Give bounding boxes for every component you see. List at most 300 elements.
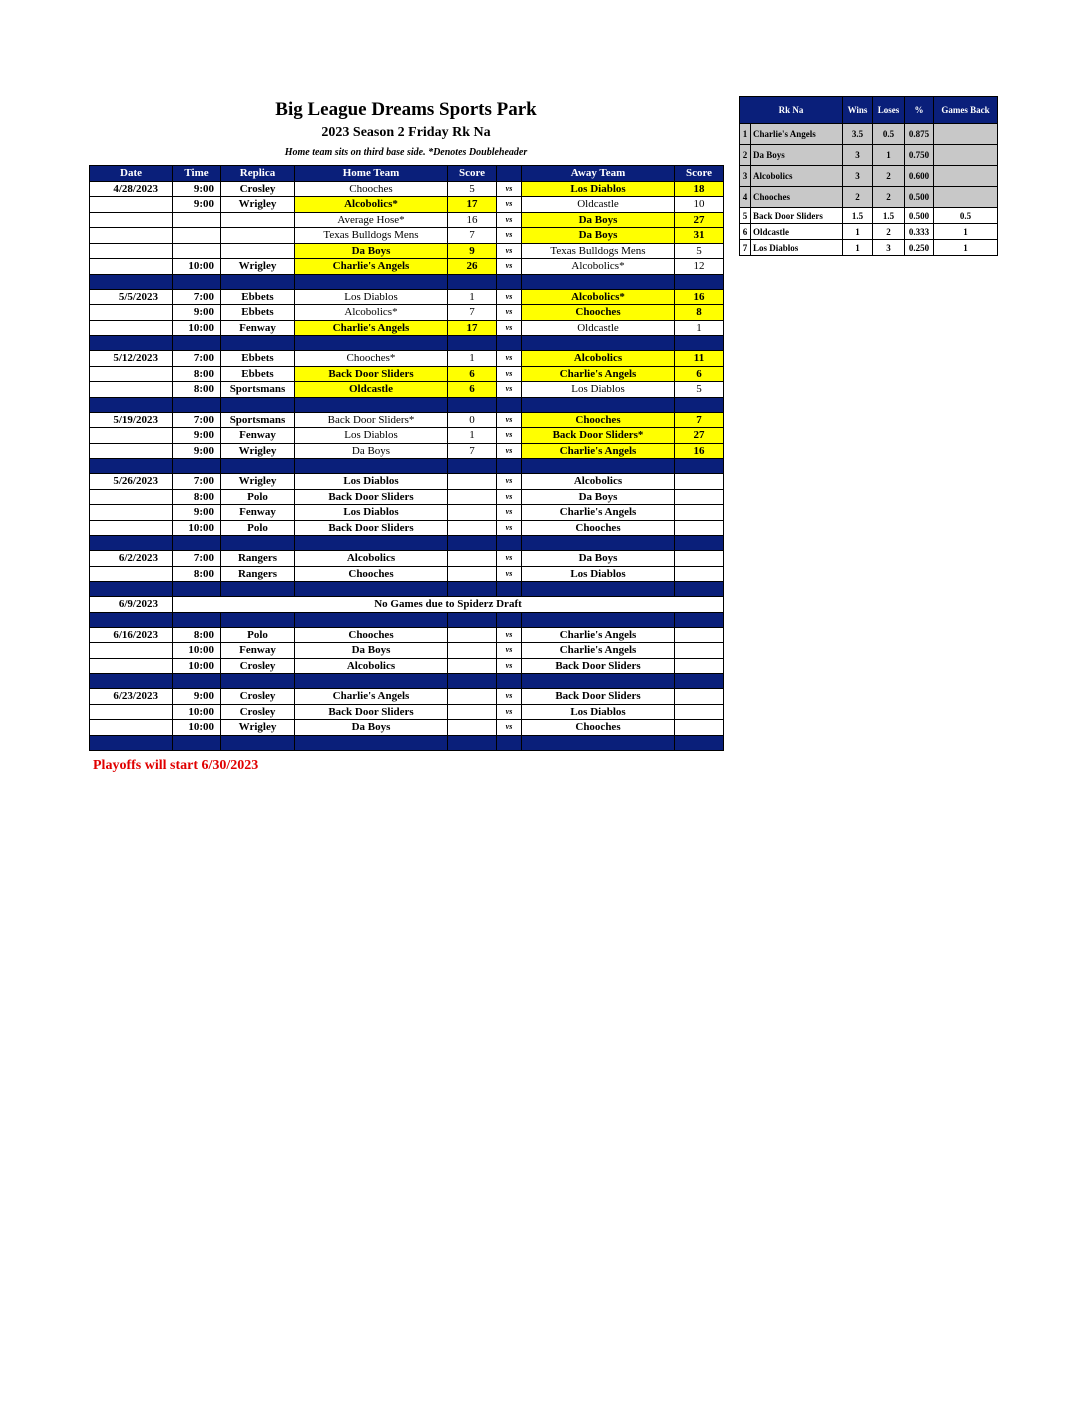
game-date (90, 489, 173, 505)
separator-cell (221, 674, 295, 689)
game-date (90, 259, 173, 275)
replica-field: Sportsmans (221, 382, 295, 398)
replica-field: Fenway (221, 320, 295, 336)
replica-field: Polo (221, 627, 295, 643)
replica-field: Polo (221, 489, 295, 505)
away-score: 27 (675, 428, 724, 444)
home-score: 1 (448, 428, 497, 444)
game-date (90, 382, 173, 398)
separator-cell (497, 674, 522, 689)
vs-label: vs (497, 489, 522, 505)
game-time: 8:00 (173, 566, 221, 582)
team-games-back (934, 145, 998, 166)
away-score: 8 (675, 305, 724, 321)
replica-field: Fenway (221, 428, 295, 444)
separator-cell (497, 397, 522, 412)
week-separator-row (90, 674, 724, 689)
vs-label: vs (497, 566, 522, 582)
away-team: Chooches (522, 305, 675, 321)
team-rank: 2 (740, 145, 751, 166)
game-time: 10:00 (173, 520, 221, 536)
replica-field: Wrigley (221, 197, 295, 213)
home-team: Chooches (295, 627, 448, 643)
away-team: Da Boys (522, 551, 675, 567)
game-time: 10:00 (173, 720, 221, 736)
replica-field: Rangers (221, 566, 295, 582)
season-subtitle: 2023 Season 2 Friday Rk Na (321, 125, 491, 140)
home-team: Average Hose* (295, 212, 448, 228)
team-loses: 1.5 (873, 208, 905, 224)
game-row (90, 658, 724, 674)
separator-cell (295, 582, 448, 597)
away-team: Back Door Sliders* (522, 428, 675, 444)
separator-cell (675, 735, 724, 750)
home-team: Charlie's Angels (295, 689, 448, 705)
replica-field: Crosley (221, 689, 295, 705)
team-games-back: 0.5 (934, 208, 998, 224)
away-score (675, 689, 724, 705)
separator-cell (497, 612, 522, 627)
away-team: Chooches (522, 720, 675, 736)
standings-row (740, 187, 998, 208)
schedule-table (89, 165, 724, 751)
standings-row (740, 124, 998, 145)
away-score: 5 (675, 382, 724, 398)
week-separator-row (90, 397, 724, 412)
game-row (90, 289, 724, 305)
separator-cell (497, 274, 522, 289)
separator-cell (173, 536, 221, 551)
game-row (90, 320, 724, 336)
vs-label: vs (497, 689, 522, 705)
vs-label: vs (497, 305, 522, 321)
vs-label: vs (497, 474, 522, 490)
separator-cell (221, 274, 295, 289)
game-date (90, 566, 173, 582)
vs-label: vs (497, 212, 522, 228)
separator-cell (221, 459, 295, 474)
team-name: Chooches (751, 187, 843, 208)
game-date (90, 443, 173, 459)
game-row (90, 412, 724, 428)
home-score: 17 (448, 320, 497, 336)
away-team: Da Boys (522, 228, 675, 244)
away-score (675, 627, 724, 643)
vs-label: vs (497, 259, 522, 275)
team-loses: 1 (873, 145, 905, 166)
game-date: 6/2/2023 (90, 551, 173, 567)
game-row (90, 243, 724, 259)
replica-field: Fenway (221, 505, 295, 521)
home-team: Alcobolics* (295, 305, 448, 321)
team-pct: 0.500 (905, 187, 934, 208)
vs-label: vs (497, 366, 522, 382)
replica-field: Wrigley (221, 443, 295, 459)
game-row (90, 704, 724, 720)
header-away-team: Away Team (522, 166, 675, 182)
separator-cell (221, 582, 295, 597)
away-score: 7 (675, 412, 724, 428)
home-score (448, 489, 497, 505)
game-date (90, 228, 173, 244)
replica-field: Crosley (221, 658, 295, 674)
home-team: Da Boys (295, 443, 448, 459)
no-games-row (90, 597, 724, 613)
away-team: Oldcastle (522, 320, 675, 336)
away-team: Back Door Sliders (522, 658, 675, 674)
separator-cell (448, 674, 497, 689)
home-team: Oldcastle (295, 382, 448, 398)
vs-label: vs (497, 289, 522, 305)
separator-cell (90, 674, 173, 689)
separator-cell (448, 612, 497, 627)
page-title: Big League Dreams Sports Park (275, 99, 537, 120)
game-row (90, 366, 724, 382)
separator-cell (90, 612, 173, 627)
game-date (90, 197, 173, 213)
team-name: Da Boys (751, 145, 843, 166)
game-time: 7:00 (173, 474, 221, 490)
replica-field (221, 243, 295, 259)
separator-cell (675, 674, 724, 689)
separator-cell (522, 536, 675, 551)
replica-field: Ebbets (221, 305, 295, 321)
team-wins: 3 (843, 145, 873, 166)
away-score: 16 (675, 289, 724, 305)
team-name: Charlie's Angels (751, 124, 843, 145)
team-loses: 2 (873, 166, 905, 187)
separator-cell (522, 674, 675, 689)
game-time: 9:00 (173, 443, 221, 459)
home-team: Back Door Sliders (295, 704, 448, 720)
away-team: Charlie's Angels (522, 643, 675, 659)
away-score: 6 (675, 366, 724, 382)
separator-cell (448, 336, 497, 351)
game-date: 5/12/2023 (90, 351, 173, 367)
vs-label: vs (497, 520, 522, 536)
away-team: Los Diablos (522, 566, 675, 582)
replica-field: Wrigley (221, 259, 295, 275)
game-time: 10:00 (173, 704, 221, 720)
separator-cell (295, 735, 448, 750)
away-score (675, 505, 724, 521)
separator-cell (497, 735, 522, 750)
week-separator-row (90, 536, 724, 551)
away-team: Alcobolics (522, 351, 675, 367)
separator-cell (522, 582, 675, 597)
header-home-score: Score (448, 166, 497, 182)
header-vs (497, 166, 522, 182)
team-games-back: 1 (934, 240, 998, 256)
game-time: 8:00 (173, 489, 221, 505)
away-team: Da Boys (522, 212, 675, 228)
away-score (675, 704, 724, 720)
game-row (90, 474, 724, 490)
away-score (675, 474, 724, 490)
separator-cell (295, 536, 448, 551)
separator-cell (295, 612, 448, 627)
separator-cell (522, 274, 675, 289)
game-date: 6/9/2023 (90, 597, 173, 613)
home-score (448, 566, 497, 582)
separator-cell (448, 536, 497, 551)
game-time: 9:00 (173, 305, 221, 321)
team-wins: 1 (843, 240, 873, 256)
separator-cell (675, 582, 724, 597)
team-rank: 4 (740, 187, 751, 208)
game-time: 7:00 (173, 412, 221, 428)
home-team: Alcobolics* (295, 197, 448, 213)
header-replica: Replica (221, 166, 295, 182)
vs-label: vs (497, 412, 522, 428)
game-date (90, 520, 173, 536)
team-pct: 0.750 (905, 145, 934, 166)
game-time: 7:00 (173, 289, 221, 305)
home-team: Los Diablos (295, 505, 448, 521)
home-score (448, 643, 497, 659)
replica-field: Sportsmans (221, 412, 295, 428)
game-date (90, 243, 173, 259)
game-row (90, 197, 724, 213)
away-score (675, 720, 724, 736)
standings-table (739, 96, 998, 256)
away-score: 27 (675, 212, 724, 228)
game-row (90, 689, 724, 705)
separator-cell (90, 735, 173, 750)
replica-field: Ebbets (221, 351, 295, 367)
team-wins: 2 (843, 187, 873, 208)
team-wins: 3.5 (843, 124, 873, 145)
home-score (448, 658, 497, 674)
header-wins: Wins (843, 97, 873, 124)
game-row (90, 551, 724, 567)
vs-label: vs (497, 228, 522, 244)
schedule-note: Home team sits on third base side. *Denotes Doubleheader (284, 147, 528, 158)
game-time: 9:00 (173, 428, 221, 444)
home-team: Charlie's Angels (295, 320, 448, 336)
week-separator-row (90, 274, 724, 289)
replica-field: Wrigley (221, 720, 295, 736)
away-team: Los Diablos (522, 181, 675, 197)
separator-cell (522, 397, 675, 412)
game-date (90, 704, 173, 720)
separator-cell (90, 459, 173, 474)
separator-cell (448, 735, 497, 750)
separator-cell (448, 459, 497, 474)
team-pct: 0.600 (905, 166, 934, 187)
header-home-team: Home Team (295, 166, 448, 182)
team-wins: 1 (843, 224, 873, 240)
game-time: 8:00 (173, 366, 221, 382)
vs-label: vs (497, 704, 522, 720)
separator-cell (90, 536, 173, 551)
away-score: 11 (675, 351, 724, 367)
away-team: Alcobolics* (522, 289, 675, 305)
home-score: 1 (448, 351, 497, 367)
replica-field: Fenway (221, 643, 295, 659)
separator-cell (522, 735, 675, 750)
away-score (675, 489, 724, 505)
week-separator-row (90, 459, 724, 474)
separator-cell (675, 459, 724, 474)
header-loses: Loses (873, 97, 905, 124)
vs-label: vs (497, 320, 522, 336)
game-date: 5/5/2023 (90, 289, 173, 305)
separator-cell (497, 536, 522, 551)
game-date (90, 643, 173, 659)
away-score: 16 (675, 443, 724, 459)
separator-cell (221, 336, 295, 351)
home-team: Alcobolics (295, 551, 448, 567)
game-date (90, 212, 173, 228)
home-score (448, 474, 497, 490)
home-team: Los Diablos (295, 289, 448, 305)
schedule-header-row (90, 166, 724, 182)
separator-cell (221, 397, 295, 412)
header-time: Time (173, 166, 221, 182)
no-games-note: No Games due to Spiderz Draft (173, 597, 724, 613)
separator-cell (295, 274, 448, 289)
home-team: Back Door Sliders (295, 489, 448, 505)
game-row (90, 259, 724, 275)
separator-cell (173, 674, 221, 689)
home-score (448, 505, 497, 521)
team-pct: 0.875 (905, 124, 934, 145)
home-score (448, 551, 497, 567)
separator-cell (497, 582, 522, 597)
game-row (90, 627, 724, 643)
away-team: Oldcastle (522, 197, 675, 213)
team-name: Oldcastle (751, 224, 843, 240)
replica-field (221, 228, 295, 244)
team-games-back (934, 166, 998, 187)
standings-row (740, 224, 998, 240)
team-rank: 3 (740, 166, 751, 187)
home-score: 26 (448, 259, 497, 275)
game-time (173, 228, 221, 244)
separator-cell (173, 336, 221, 351)
home-score: 7 (448, 228, 497, 244)
game-date: 6/16/2023 (90, 627, 173, 643)
team-pct: 0.500 (905, 208, 934, 224)
home-score (448, 704, 497, 720)
separator-cell (522, 459, 675, 474)
game-row (90, 643, 724, 659)
separator-cell (295, 336, 448, 351)
team-name: Los Diablos (751, 240, 843, 256)
week-separator-row (90, 336, 724, 351)
game-date (90, 720, 173, 736)
replica-field: Polo (221, 520, 295, 536)
separator-cell (522, 612, 675, 627)
vs-label: vs (497, 505, 522, 521)
home-score: 17 (448, 197, 497, 213)
separator-cell (90, 582, 173, 597)
game-row (90, 443, 724, 459)
vs-label: vs (497, 658, 522, 674)
separator-cell (675, 397, 724, 412)
team-name: Alcobolics (751, 166, 843, 187)
away-score (675, 658, 724, 674)
replica-field: Ebbets (221, 366, 295, 382)
replica-field: Wrigley (221, 474, 295, 490)
vs-label: vs (497, 197, 522, 213)
away-score: 1 (675, 320, 724, 336)
team-wins: 3 (843, 166, 873, 187)
separator-cell (90, 336, 173, 351)
game-row (90, 305, 724, 321)
game-date (90, 305, 173, 321)
separator-cell (675, 274, 724, 289)
game-row (90, 212, 724, 228)
home-team: Back Door Sliders* (295, 412, 448, 428)
away-team: Back Door Sliders (522, 689, 675, 705)
game-row (90, 382, 724, 398)
team-rank: 7 (740, 240, 751, 256)
game-time: 10:00 (173, 643, 221, 659)
vs-label: vs (497, 720, 522, 736)
team-name: Back Door Sliders (751, 208, 843, 224)
home-team: Da Boys (295, 643, 448, 659)
away-score (675, 551, 724, 567)
separator-cell (90, 274, 173, 289)
home-score (448, 627, 497, 643)
home-team: Los Diablos (295, 474, 448, 490)
separator-cell (448, 582, 497, 597)
game-row (90, 351, 724, 367)
team-rank: 6 (740, 224, 751, 240)
home-team: Texas Bulldogs Mens (295, 228, 448, 244)
home-team: Back Door Sliders (295, 366, 448, 382)
home-team: Back Door Sliders (295, 520, 448, 536)
team-loses: 0.5 (873, 124, 905, 145)
game-row (90, 566, 724, 582)
header-team: Rk Na (740, 97, 843, 124)
team-games-back: 1 (934, 224, 998, 240)
replica-field: Crosley (221, 704, 295, 720)
away-score (675, 520, 724, 536)
separator-cell (173, 397, 221, 412)
home-score: 16 (448, 212, 497, 228)
replica-field: Rangers (221, 551, 295, 567)
game-row (90, 720, 724, 736)
game-time: 8:00 (173, 627, 221, 643)
away-score (675, 643, 724, 659)
game-row (90, 489, 724, 505)
away-team: Los Diablos (522, 704, 675, 720)
separator-cell (173, 735, 221, 750)
separator-cell (497, 336, 522, 351)
home-score (448, 520, 497, 536)
separator-cell (90, 397, 173, 412)
game-time (173, 243, 221, 259)
game-date (90, 505, 173, 521)
away-team: Charlie's Angels (522, 505, 675, 521)
home-team: Los Diablos (295, 428, 448, 444)
game-time: 8:00 (173, 382, 221, 398)
game-time: 9:00 (173, 689, 221, 705)
separator-cell (295, 674, 448, 689)
away-score: 31 (675, 228, 724, 244)
week-separator-row (90, 582, 724, 597)
home-team: Alcobolics (295, 658, 448, 674)
home-team: Chooches (295, 181, 448, 197)
game-time: 7:00 (173, 351, 221, 367)
separator-cell (295, 397, 448, 412)
team-loses: 2 (873, 224, 905, 240)
game-date (90, 658, 173, 674)
game-row (90, 228, 724, 244)
